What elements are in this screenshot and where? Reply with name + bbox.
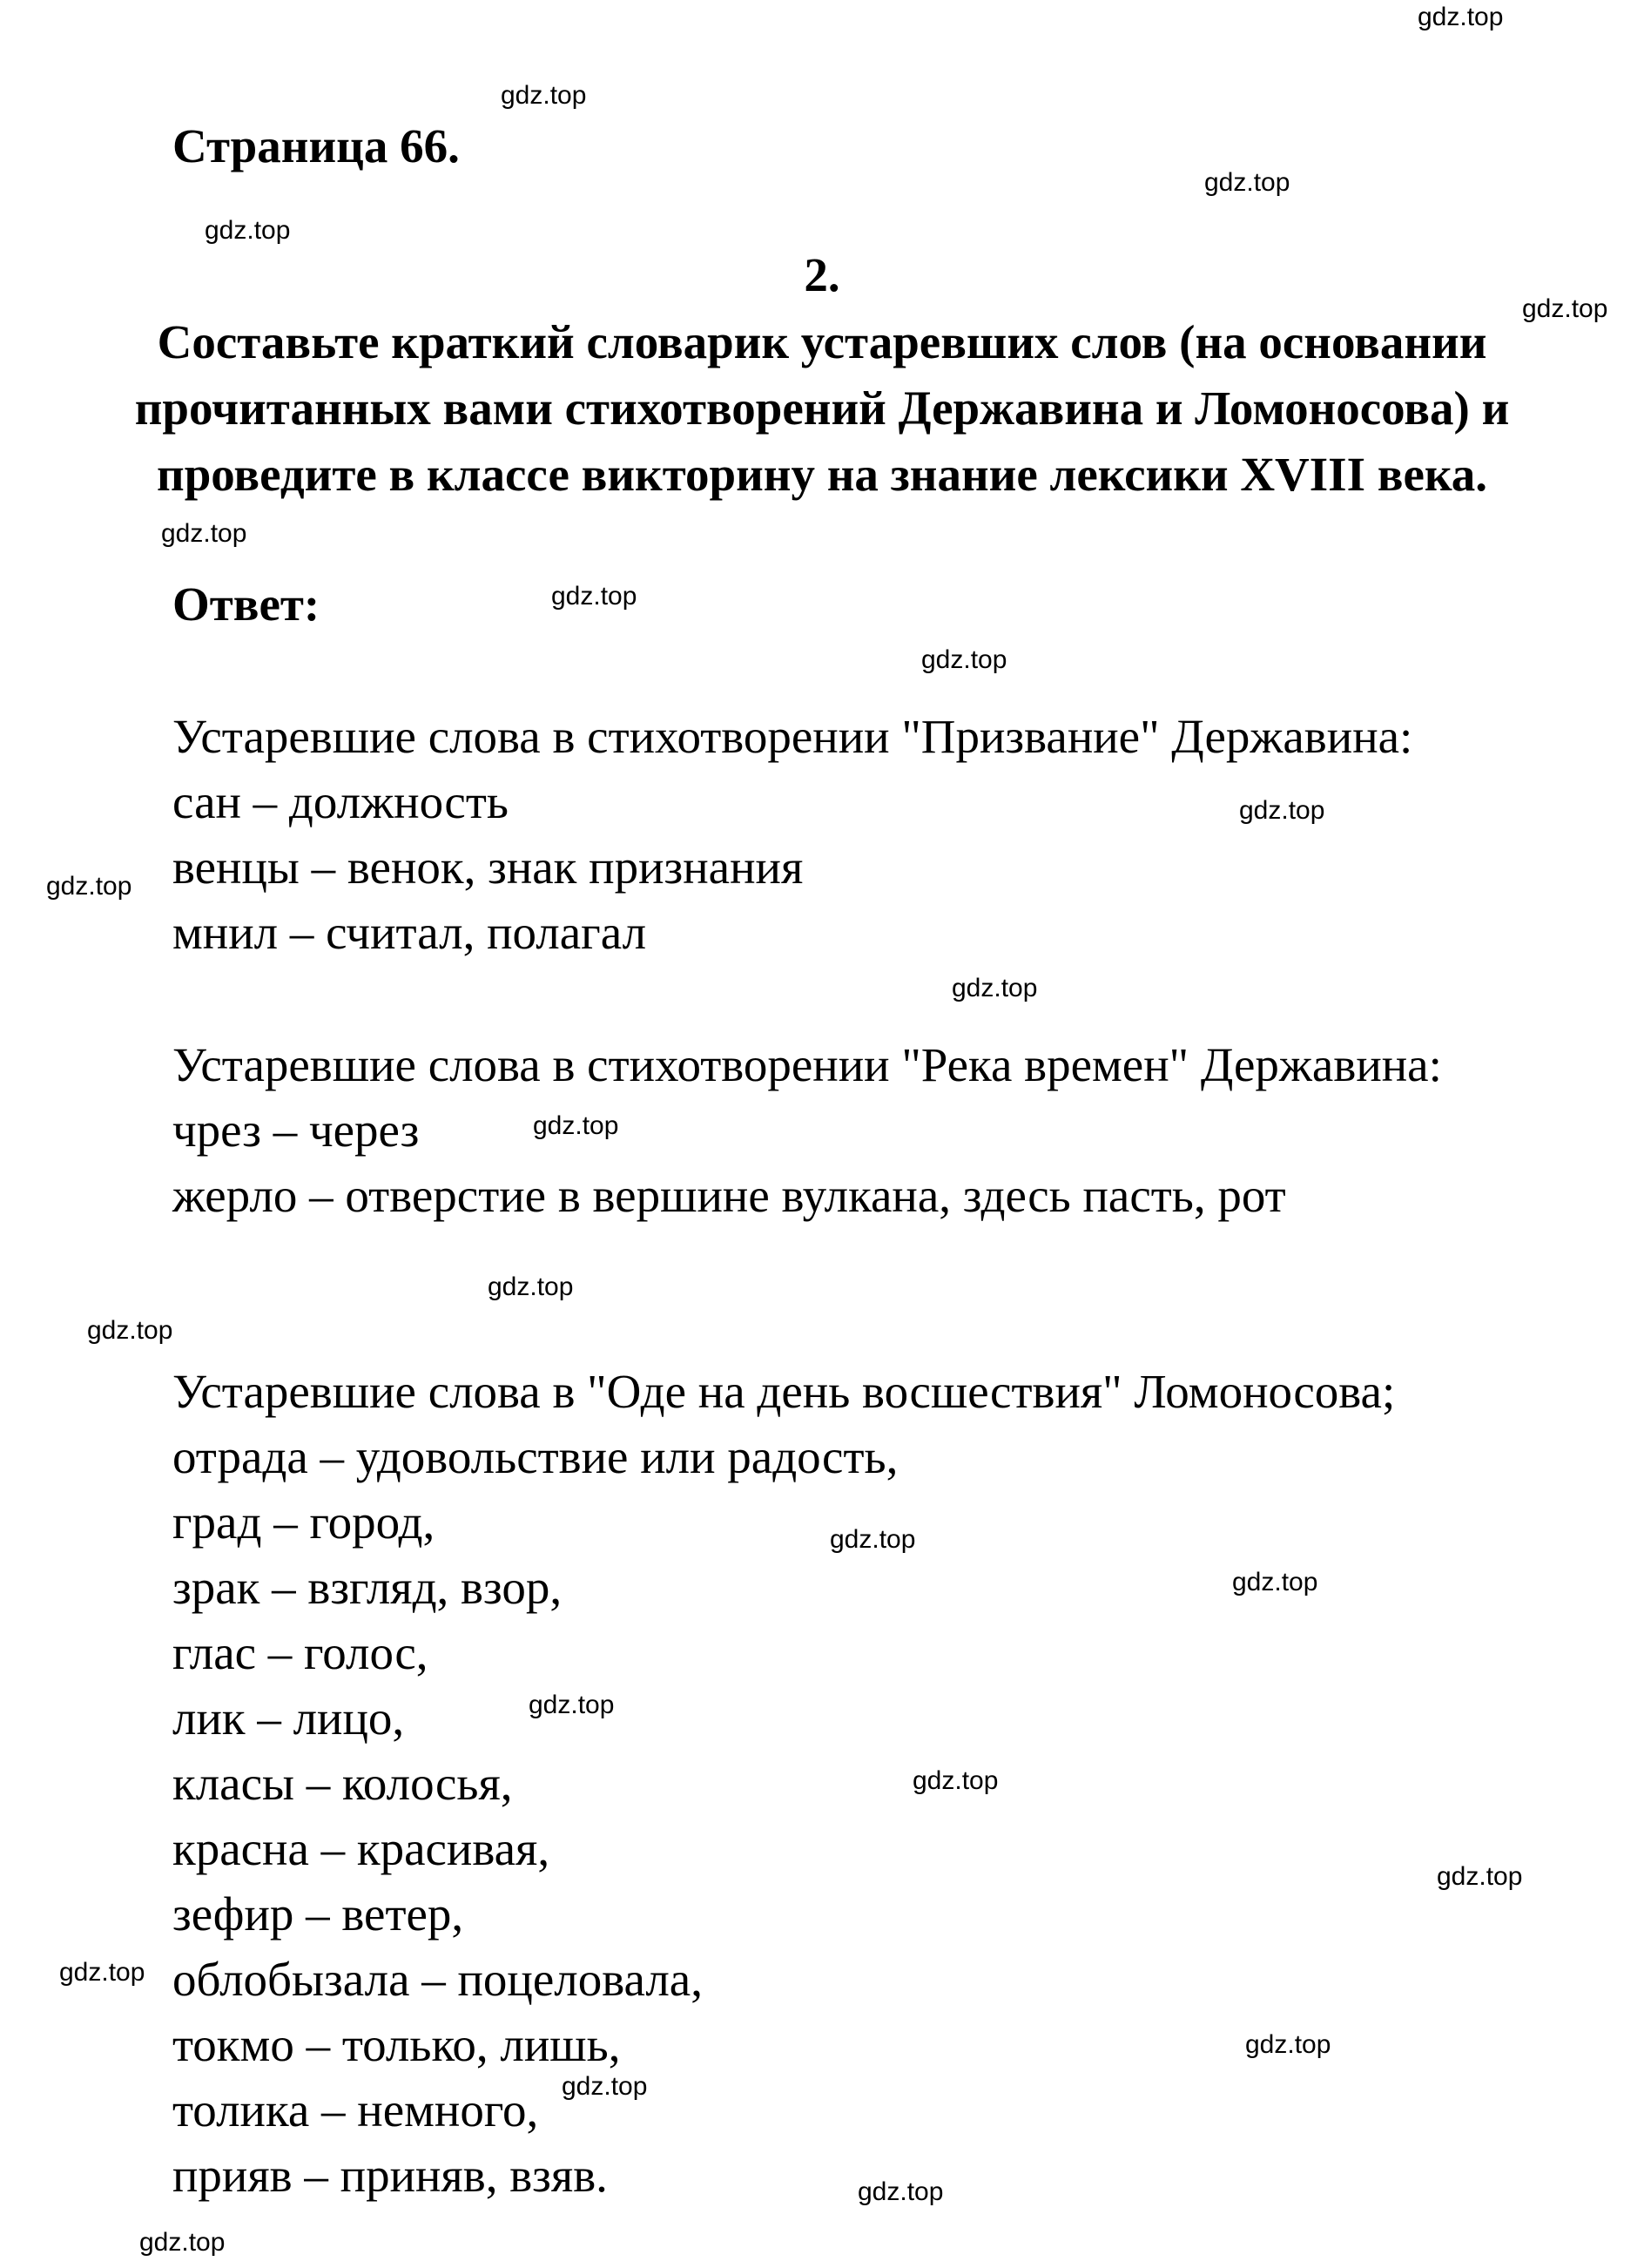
glossary-item: класы – колосья, bbox=[172, 1757, 513, 1810]
glossary-item: жерло – отверстие в вершине вулкана, здесь пасть, рот bbox=[172, 1169, 1286, 1222]
watermark: gdz.top bbox=[139, 2228, 226, 2257]
watermark: gdz.top bbox=[87, 1316, 173, 1345]
section-heading: Устаревшие слова в стихотворении "Река времен" Державина: bbox=[172, 1038, 1442, 1091]
glossary-item: мнил – считал, полагал bbox=[172, 906, 647, 959]
glossary-item: чрез – через bbox=[172, 1104, 420, 1157]
task-statement bbox=[52, 309, 1592, 508]
glossary-item: глас – голос, bbox=[172, 1626, 428, 1679]
watermark: gdz.top bbox=[529, 1691, 615, 1719]
glossary-item: толика – немного, bbox=[172, 2083, 539, 2136]
watermark: gdz.top bbox=[161, 519, 247, 548]
watermark: gdz.top bbox=[1418, 3, 1504, 31]
watermark: gdz.top bbox=[858, 2177, 944, 2206]
watermark: gdz.top bbox=[1437, 1862, 1523, 1891]
glossary-item: град – город, bbox=[172, 1495, 435, 1549]
watermark: gdz.top bbox=[562, 2072, 648, 2101]
glossary-item: красна – красивая, bbox=[172, 1822, 550, 1875]
glossary-item: зрак – взгляд, взор, bbox=[172, 1561, 563, 1614]
glossary-item: отрада – удовольствие или радость, bbox=[172, 1430, 899, 1483]
task-line: прочитанных вами стихотворений Державина и Ломоносова) и bbox=[134, 381, 1510, 435]
glossary-item: лик – лицо, bbox=[172, 1691, 405, 1745]
watermark: gdz.top bbox=[1239, 796, 1325, 825]
watermark: gdz.top bbox=[501, 81, 587, 110]
watermark: gdz.top bbox=[1232, 1568, 1318, 1596]
glossary-item: прияв – приняв, взяв. bbox=[172, 2149, 608, 2202]
watermark: gdz.top bbox=[921, 645, 1007, 674]
section-heading: Устаревшие слова в "Оде на день восшествия" Ломоносова; bbox=[172, 1365, 1396, 1418]
glossary-item: венцы – венок, знак признания bbox=[172, 840, 804, 894]
glossary-item: зефир – ветер, bbox=[172, 1887, 464, 1941]
page-title: Страница 66. bbox=[172, 119, 460, 172]
task-line: Составьте краткий словарик устаревших слов (на основании bbox=[157, 315, 1487, 368]
watermark: gdz.top bbox=[205, 216, 291, 245]
watermark: gdz.top bbox=[551, 582, 637, 611]
glossary-item: сан – должность bbox=[172, 775, 509, 828]
watermark: gdz.top bbox=[913, 1766, 999, 1795]
watermark: gdz.top bbox=[46, 872, 132, 901]
watermark: gdz.top bbox=[1204, 168, 1290, 197]
watermark: gdz.top bbox=[59, 1958, 145, 1987]
glossary-item: облобызала – поцеловала, bbox=[172, 1953, 703, 2006]
answer-label: Ответ: bbox=[172, 577, 320, 631]
watermark: gdz.top bbox=[1522, 294, 1608, 323]
watermark: gdz.top bbox=[830, 1525, 916, 1554]
watermark: gdz.top bbox=[952, 974, 1038, 1002]
glossary-item: токмо – только, лишь, bbox=[172, 2018, 621, 2071]
task-line: проведите в классе викторину на знание лексики XVIII века. bbox=[157, 448, 1487, 501]
watermark: gdz.top bbox=[533, 1111, 619, 1140]
watermark: gdz.top bbox=[1245, 2030, 1331, 2059]
section-heading: Устаревшие слова в стихотворении "Призвание" Державина: bbox=[172, 710, 1413, 763]
watermark: gdz.top bbox=[488, 1272, 574, 1301]
task-number: 2. bbox=[804, 248, 840, 301]
